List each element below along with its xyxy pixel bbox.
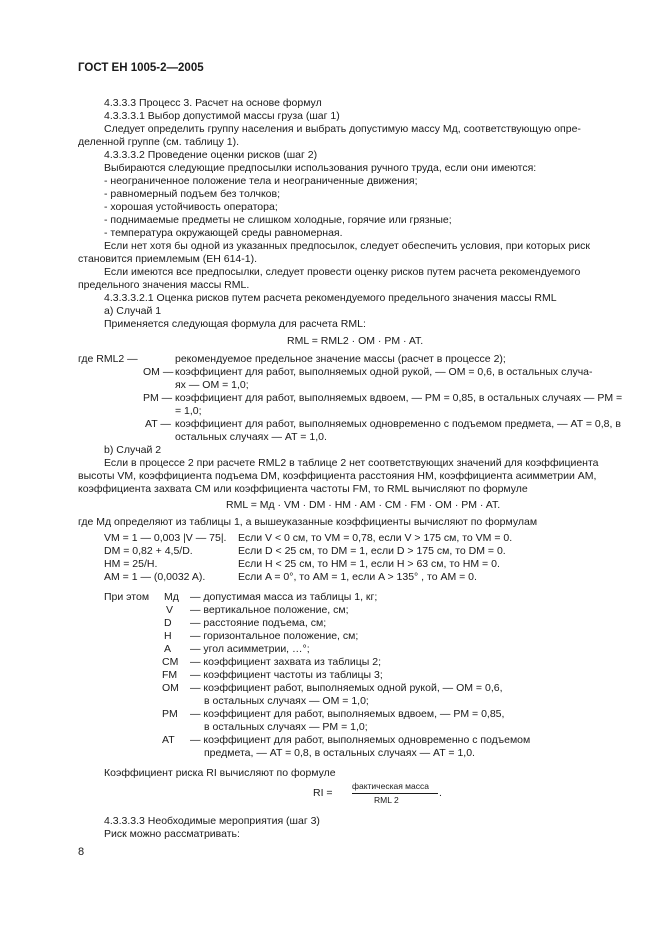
legend-text: — коэффициент частоты из таблицы 3; <box>190 669 383 681</box>
definition-text: ях — OM = 1,0; <box>175 379 249 391</box>
legend-text: предмета, — AT = 0,8, в остальных случаях — AT = 1,0. <box>204 747 475 759</box>
list-item: - равномерный подъем без толчков; <box>104 188 281 200</box>
formula-dm: DM = 0,82 + 4,5/D. <box>104 545 193 557</box>
definition-term: OM — <box>143 366 174 378</box>
definition-text: остальных случаях — AT = 1,0. <box>175 431 327 443</box>
legend-symbol: CM <box>162 656 179 668</box>
definition-text: коэффициент для работ, выполняемых одновременно с подъемом предмета, — AT = 0,8, в <box>175 418 621 430</box>
legend-text: — горизонтальное положение, см; <box>190 630 359 642</box>
legend-symbol: AT <box>162 734 175 746</box>
legend-symbol: A <box>164 643 172 655</box>
fraction-bar <box>352 793 438 794</box>
page-number: 8 <box>78 846 85 858</box>
definition-term: PM — <box>143 392 173 404</box>
legend-text: — коэффициент работ, выполняемых одной рукой, — OM = 0,6, <box>190 682 503 694</box>
text-line: Риск можно рассматривать: <box>104 828 240 840</box>
text-line: 4.3.3.3 Процесс 3. Расчет на основе формул <box>104 97 322 109</box>
list-item: - хорошая устойчивость оператора; <box>104 201 278 213</box>
text-line: 4.3.3.3.1 Выбор допустимой массы груза (шаг 1) <box>104 110 340 122</box>
formula-am: AM = 1 — (0,0032 A). <box>104 571 206 583</box>
condition-hm: Если H < 25 см, то HM = 1, если H > 63 см, то HM = 0. <box>238 558 500 570</box>
text-line: Выбираются следующие предпосылки использования ручного труда, если они имеются: <box>104 162 537 174</box>
legend-text: в остальных случаях — OM = 1,0; <box>204 695 369 707</box>
legend-text: — угол асимметрии, …°; <box>190 643 310 655</box>
legend-symbol: OM <box>162 682 179 694</box>
legend-symbol: Mд <box>164 591 179 603</box>
text-line: становится приемлемым (ЕН 614-1). <box>78 253 257 265</box>
text-line: 4.3.3.3.2 Проведение оценки рисков (шаг 2) <box>104 149 318 161</box>
text-line: где Mд определяют из таблицы 1, а вышеуказанные коэффициенты вычисляют по формулам <box>78 516 538 528</box>
legend-text: — расстояние подъема, см; <box>190 617 327 629</box>
definition-text: = 1,0; <box>175 405 202 417</box>
text-line: деленной группе (см. таблицу 1). <box>78 136 240 148</box>
text-line: 4.3.3.3.2.1 Оценка рисков путем расчета рекомендуемого предельного значения массы RML <box>104 292 557 304</box>
formula-risk-lhs: RI = <box>313 787 333 799</box>
text-line: Если нет хотя бы одной из указанных предпосылок, следует обеспечить условия, при которых риск <box>104 240 590 252</box>
text-line: Применяется следующая формула для расчета RML: <box>104 318 366 330</box>
legend-text: — коэффициент для работ, выполняемых вдвоем, — PM = 0,85, <box>190 708 505 720</box>
text-line: Если в процессе 2 при расчете RML2 в таблице 2 нет соответствующих значений для коэффициента <box>104 457 599 469</box>
text-line: предельного значения массы RML. <box>78 279 250 291</box>
fraction-denominator: RML 2 <box>374 795 399 805</box>
definition-term: AT — <box>145 418 171 430</box>
definition-term: где RML2 — <box>78 353 138 365</box>
formula-period: . <box>439 787 442 799</box>
text-line: а) Случай 1 <box>104 305 162 317</box>
legend-symbol: FM <box>162 669 178 681</box>
text-line: коэффициента захвата CM или коэффициента частоты FM, то RML вычисляют по формуле <box>78 483 528 495</box>
condition-am: Если A = 0°, то AM = 1, если A > 135° , то AM = 0. <box>238 571 477 583</box>
list-item: - поднимаемые предметы не слишком холодные, горячие или грязные; <box>104 214 452 226</box>
formula-rml-case2: RML = Mд · VM · DM · HM · AM · CM · FM · OM · PM · AT. <box>226 499 501 511</box>
legend-symbol: H <box>164 630 172 642</box>
legend-text: — коэффициент захвата из таблицы 2; <box>190 656 382 668</box>
text-line: высоты VM, коэффициента подъема DM, коэффициента расстояния HM, коэффициента асимметрии AM, <box>78 470 597 482</box>
definition-text: коэффициент для работ, выполняемых одной рукой, — OM = 0,6, в остальных случа- <box>175 366 593 378</box>
condition-dm: Если D < 25 см, то DM = 1, если D > 175 см, то DM = 0. <box>238 545 506 557</box>
text-line: Коэффициент риска RI вычисляют по формуле <box>104 767 336 779</box>
formula-hm: HM = 25/H. <box>104 558 158 570</box>
condition-vm: Если V < 0 см, то VM = 0,78, если V > 175 см, то VM = 0. <box>238 532 513 544</box>
legend-intro: При этом <box>104 591 150 603</box>
legend-text: — вертикальное положение, см; <box>190 604 349 616</box>
fraction-numerator: фактическая масса <box>352 781 429 791</box>
text-line: b) Случай 2 <box>104 444 162 456</box>
legend-text: — допустимая масса из таблицы 1, кг; <box>190 591 378 603</box>
legend-text: — коэффициент для работ, выполняемых одновременно с подъемом <box>190 734 531 746</box>
text-line: Если имеются все предпосылки, следует провести оценку рисков путем расчета рекомендуемого <box>104 266 581 278</box>
formula-rml-case1: RML = RML2 · OM · PM · AT. <box>287 335 424 347</box>
definition-text: коэффициент для работ, выполняемых вдвоем, — PM = 0,85, в остальных случаях — PM = <box>175 392 623 404</box>
legend-text: в остальных случаях — PM = 1,0; <box>204 721 368 733</box>
legend-symbol: V <box>166 604 174 616</box>
list-item: - температура окружающей среды равномерная. <box>104 227 343 239</box>
text-line: 4.3.3.3.3 Необходимые мероприятия (шаг 3) <box>104 815 320 827</box>
legend-symbol: PM <box>162 708 178 720</box>
text-line: Следует определить группу населения и выбрать допустимую массу Mд, соответствующую опре- <box>104 123 581 135</box>
document-header: ГОСТ ЕН 1005-2—2005 <box>78 62 204 74</box>
list-item: - неограниченное положение тела и неограниченные движения; <box>104 175 418 187</box>
legend-symbol: D <box>164 617 172 629</box>
definition-text: рекомендуемое предельное значение массы (расчет в процессе 2); <box>175 353 506 365</box>
formula-vm: VM = 1 — 0,003 |V — 75|. <box>104 532 227 544</box>
